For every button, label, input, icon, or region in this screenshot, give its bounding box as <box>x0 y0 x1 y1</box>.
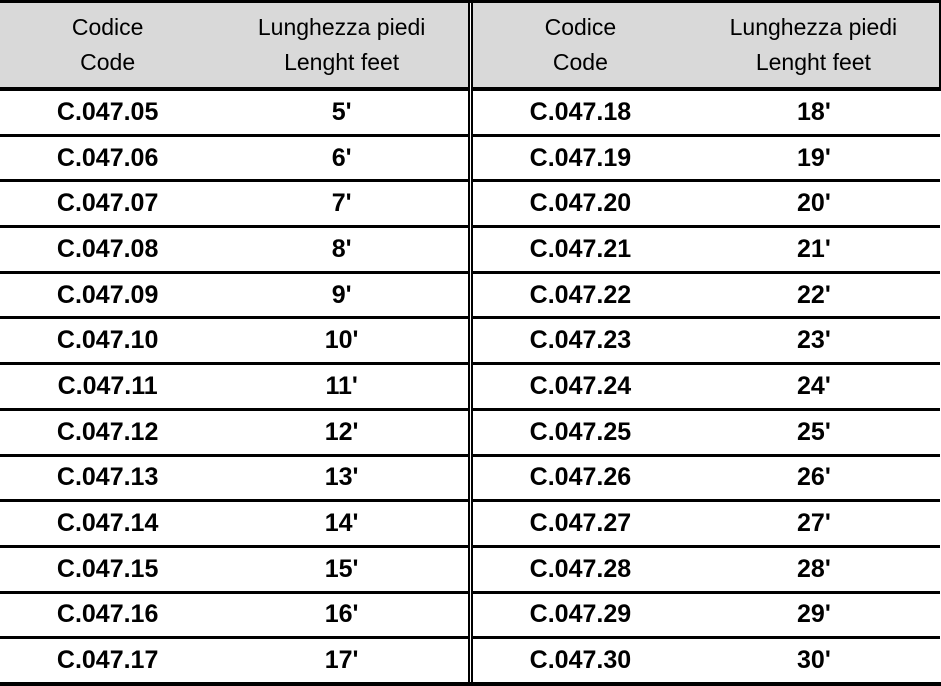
feet-cell: 22' <box>688 272 940 318</box>
code-cell: C.047.10 <box>0 318 215 364</box>
code-cell: C.047.25 <box>473 409 688 455</box>
code-cell: C.047.23 <box>473 318 688 364</box>
code-cell: C.047.16 <box>0 592 215 638</box>
header-code-cell <box>473 3 688 89</box>
feet-cell: 15' <box>215 546 468 592</box>
feet-cell: 14' <box>215 501 468 547</box>
header-code-en: Code <box>80 49 136 75</box>
table-row <box>0 638 468 682</box>
code-cell: C.047.29 <box>473 592 688 638</box>
code-cell: C.047.09 <box>0 272 215 318</box>
right-table <box>473 3 941 682</box>
feet-cell: 17' <box>324 646 359 675</box>
header-length-en: Lenght feet <box>284 49 400 75</box>
header-length-en: Lenght feet <box>755 49 871 75</box>
header-length-it: Lunghezza piedi <box>729 14 898 40</box>
left-table-header <box>0 3 468 89</box>
table-row <box>473 272 940 318</box>
table-row <box>0 89 468 135</box>
header-code-it: Codice <box>71 14 144 40</box>
feet-cell: 19' <box>688 135 940 181</box>
table-row <box>0 592 468 638</box>
header-length-cell <box>215 3 468 89</box>
feet-cell: 28' <box>688 546 940 592</box>
feet-cell: 7' <box>215 181 468 227</box>
feet-cell: 16' <box>215 592 468 638</box>
table-row <box>473 455 940 501</box>
feet-cell: 11' <box>215 364 468 410</box>
table-row <box>473 409 940 455</box>
feet-cell: 27' <box>688 501 940 547</box>
table-row <box>473 592 940 638</box>
table-row <box>473 364 940 410</box>
feet-cell: 13' <box>215 455 468 501</box>
code-cell: C.047.14 <box>0 501 215 547</box>
feet-cell: 21' <box>688 227 940 273</box>
feet-cell: 6' <box>215 135 468 181</box>
code-cell: C.047.20 <box>473 181 688 227</box>
right-table-body <box>473 89 940 682</box>
header-length-it: Lunghezza piedi <box>257 14 426 40</box>
left-table <box>0 3 468 682</box>
right-table-header <box>473 3 940 89</box>
feet-cell: 9' <box>215 272 468 318</box>
table-row <box>473 546 940 592</box>
feet-cell: 5' <box>215 89 468 135</box>
feet-cell: 26' <box>688 455 940 501</box>
feet-cell: 29' <box>688 592 940 638</box>
feet-cell: 23' <box>688 318 940 364</box>
header-code-en: Code <box>552 49 608 75</box>
feet-cell: 25' <box>688 409 940 455</box>
table-row <box>0 546 468 592</box>
table-row <box>0 455 468 501</box>
header-row <box>0 3 468 89</box>
code-cell: C.047.11 <box>0 364 215 410</box>
table-row <box>473 135 940 181</box>
code-cell: C.047.19 <box>473 135 688 181</box>
feet-cell: 30' <box>797 646 831 675</box>
code-cell: C.047.12 <box>0 409 215 455</box>
code-cell: C.047.07 <box>0 181 215 227</box>
table-row <box>473 227 940 273</box>
table-row <box>0 409 468 455</box>
feet-cell: 10' <box>215 318 468 364</box>
table-row <box>0 272 468 318</box>
table-right-half <box>473 3 941 682</box>
table-row <box>0 227 468 273</box>
header-code-it: Codice <box>544 14 617 40</box>
code-cell: C.047.26 <box>473 455 688 501</box>
left-table-body <box>0 89 468 682</box>
code-cell: C.047.17 <box>56 646 159 675</box>
feet-cell: 8' <box>215 227 468 273</box>
feet-cell: 20' <box>688 181 940 227</box>
feet-cell: 24' <box>688 364 940 410</box>
table-row <box>473 89 940 135</box>
feet-cell: 18' <box>688 89 940 135</box>
code-cell: C.047.06 <box>0 135 215 181</box>
code-cell: C.047.08 <box>0 227 215 273</box>
table-row <box>473 638 940 682</box>
code-cell: C.047.22 <box>473 272 688 318</box>
code-cell: C.047.28 <box>473 546 688 592</box>
table-row <box>473 501 940 547</box>
code-cell: C.047.27 <box>473 501 688 547</box>
code-cell: C.047.13 <box>0 455 215 501</box>
header-row <box>473 3 940 89</box>
feet-cell: 12' <box>215 409 468 455</box>
table-row <box>473 181 940 227</box>
code-cell: C.047.30 <box>529 646 632 675</box>
table-row <box>0 364 468 410</box>
table-row <box>0 501 468 547</box>
header-code-cell <box>0 3 215 89</box>
table-left-half <box>0 3 468 682</box>
code-cell: C.047.18 <box>473 89 688 135</box>
code-cell: C.047.21 <box>473 227 688 273</box>
table-row <box>0 181 468 227</box>
code-cell: C.047.24 <box>473 364 688 410</box>
table-row <box>473 318 940 364</box>
code-cell: C.047.05 <box>0 89 215 135</box>
header-length-cell <box>688 3 940 89</box>
table-row <box>0 318 468 364</box>
code-cell: C.047.15 <box>0 546 215 592</box>
table-row <box>0 135 468 181</box>
